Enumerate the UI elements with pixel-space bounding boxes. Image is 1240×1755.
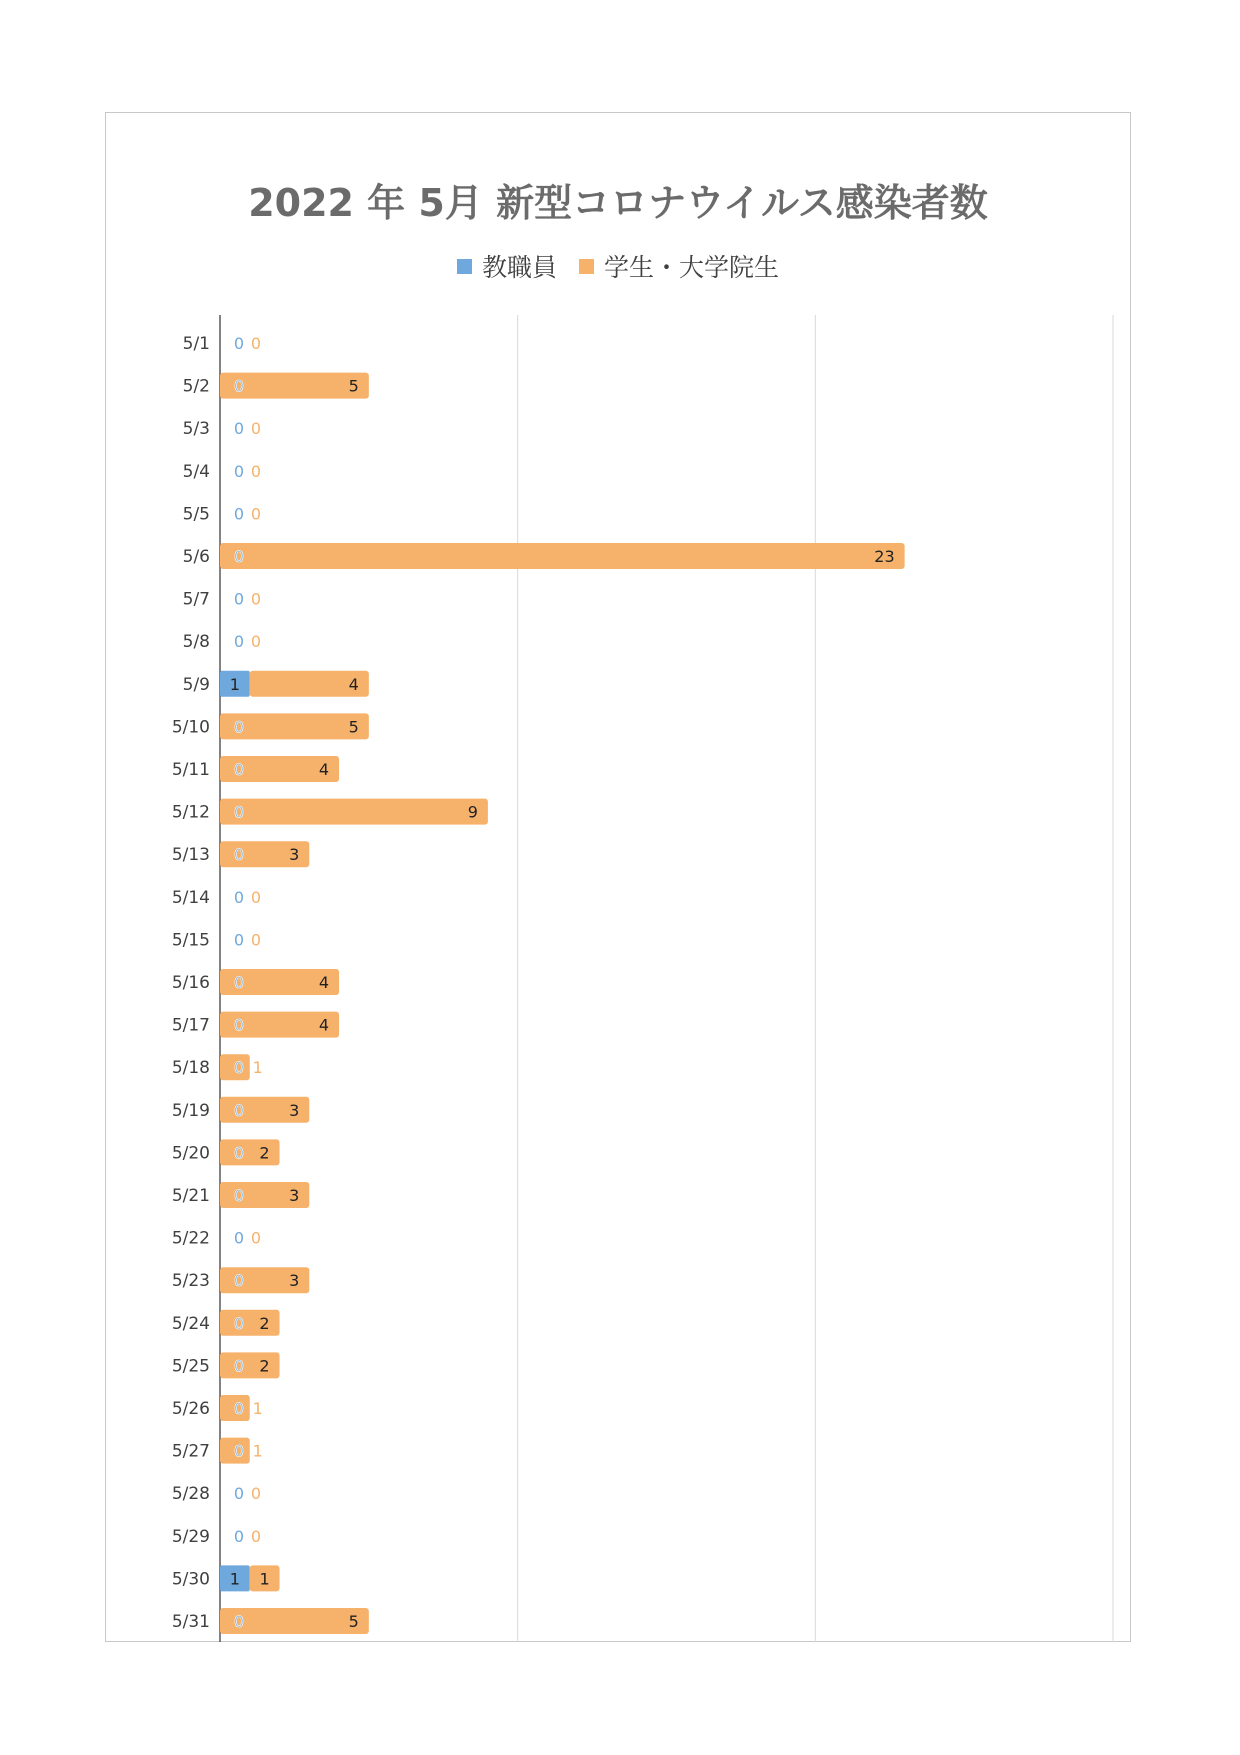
data-label-staff: 0 — [233, 802, 245, 822]
data-label-students: 2 — [259, 1143, 270, 1163]
data-label-staff: 0 — [233, 1186, 245, 1205]
legend-label-students: 学生・大学院生 — [604, 253, 780, 282]
data-label-staff: 0 — [233, 1143, 245, 1163]
category-label: 5/20 — [171, 1143, 210, 1164]
bar-students — [220, 1139, 280, 1165]
category-label: 5/7 — [182, 589, 210, 610]
data-label-students: 1 — [252, 1399, 263, 1418]
bar-students — [220, 799, 488, 825]
data-label-staff: 0 — [233, 760, 245, 779]
data-label-students: 0 — [250, 887, 262, 907]
category-label: 5/21 — [171, 1186, 210, 1206]
category-label: 5/6 — [182, 547, 210, 567]
data-label-staff: 0 — [233, 1015, 245, 1035]
data-label-staff: 0 — [233, 717, 245, 737]
category-label: 5/1 — [182, 334, 210, 354]
category-label: 5/26 — [171, 1399, 210, 1419]
legend-label-staff: 教職員 — [481, 253, 557, 282]
data-label-staff: 0 — [233, 1313, 245, 1333]
data-label-students: 0 — [250, 1526, 262, 1546]
category-label: 5/2 — [182, 376, 210, 397]
data-label-students: 0 — [250, 589, 262, 609]
category-label: 5/13 — [171, 845, 210, 866]
data-label-students: 5 — [348, 717, 359, 737]
category-label: 5/29 — [171, 1526, 210, 1547]
data-label-staff: 0 — [233, 1271, 245, 1291]
category-label: 5/27 — [171, 1441, 210, 1462]
category-label: 5/24 — [171, 1313, 210, 1334]
category-label: 5/15 — [171, 930, 210, 951]
data-label-staff: 0 — [233, 1612, 245, 1631]
category-label: 5/17 — [171, 1015, 210, 1036]
data-label-staff: 0 — [233, 1356, 245, 1376]
data-label-students: 5 — [348, 376, 359, 396]
data-label-staff: 0 — [233, 930, 245, 950]
data-label-staff: 1 — [229, 674, 240, 694]
category-label: 5/5 — [182, 504, 210, 525]
chart-title: 2022 年 5月 新型コロナウイルス感染者数 — [248, 181, 988, 225]
data-label-students: 3 — [289, 845, 300, 865]
category-label: 5/10 — [171, 717, 210, 738]
data-label-students: 3 — [289, 1100, 300, 1120]
data-label-students: 0 — [250, 461, 262, 481]
data-label-staff: 0 — [233, 1399, 245, 1418]
data-label-students: 0 — [250, 930, 262, 950]
data-label-students: 4 — [318, 973, 330, 992]
category-label: 5/16 — [171, 973, 210, 993]
category-label: 5/31 — [171, 1612, 210, 1632]
data-label-staff: 0 — [233, 1484, 245, 1504]
data-label-students: 4 — [348, 674, 359, 694]
data-label-students: 2 — [259, 1313, 270, 1333]
category-label: 5/14 — [171, 887, 210, 908]
category-label: 5/12 — [171, 802, 210, 823]
data-label-students: 5 — [348, 1612, 359, 1631]
data-label-students: 0 — [250, 419, 262, 439]
data-label-staff: 0 — [233, 1526, 245, 1546]
data-label-students: 2 — [259, 1356, 270, 1376]
data-label-staff: 0 — [233, 547, 245, 566]
category-label: 5/3 — [182, 419, 210, 440]
category-label: 5/9 — [182, 674, 210, 695]
category-label: 5/23 — [171, 1271, 210, 1292]
data-label-students: 0 — [250, 632, 262, 652]
data-label-staff: 0 — [233, 589, 245, 609]
data-label-students: 4 — [318, 1015, 330, 1035]
data-label-staff: 0 — [233, 973, 245, 992]
data-label-staff: 0 — [233, 845, 245, 865]
data-label-staff: 0 — [233, 632, 245, 652]
data-label-staff: 0 — [233, 1228, 245, 1248]
category-label: 5/18 — [171, 1058, 210, 1079]
category-label: 5/19 — [171, 1100, 210, 1121]
bar-students — [220, 1310, 280, 1336]
data-label-staff: 0 — [233, 1100, 245, 1120]
data-label-staff: 0 — [233, 1441, 245, 1461]
data-label-students: 0 — [250, 334, 262, 353]
data-label-students: 1 — [252, 1441, 263, 1461]
data-label-staff: 0 — [233, 419, 245, 439]
data-label-students: 9 — [467, 802, 478, 822]
category-label: 5/30 — [171, 1569, 210, 1590]
data-label-staff: 0 — [233, 504, 245, 524]
data-label-students: 1 — [252, 1058, 263, 1078]
data-label-students: 1 — [259, 1569, 270, 1589]
category-label: 5/11 — [171, 760, 210, 780]
data-label-staff: 0 — [233, 376, 245, 396]
data-label-students: 0 — [250, 1484, 262, 1504]
data-label-staff: 0 — [233, 334, 245, 353]
data-label-staff: 0 — [233, 461, 245, 481]
category-label: 5/28 — [171, 1484, 210, 1505]
data-label-students: 3 — [289, 1186, 300, 1205]
data-label-staff: 1 — [229, 1569, 240, 1589]
bar-students — [220, 543, 905, 569]
category-label: 5/25 — [171, 1356, 210, 1377]
data-label-students: 0 — [250, 1228, 262, 1248]
data-label-students: 0 — [250, 504, 262, 524]
category-label: 5/22 — [171, 1228, 210, 1249]
data-label-students: 4 — [318, 760, 330, 779]
category-label: 5/4 — [182, 461, 210, 482]
bar-students — [220, 1352, 280, 1378]
data-label-staff: 0 — [233, 887, 245, 907]
data-label-students: 3 — [289, 1271, 300, 1291]
data-label-staff: 0 — [233, 1058, 245, 1078]
data-label-students: 23 — [874, 547, 895, 566]
category-label: 5/8 — [182, 632, 210, 653]
